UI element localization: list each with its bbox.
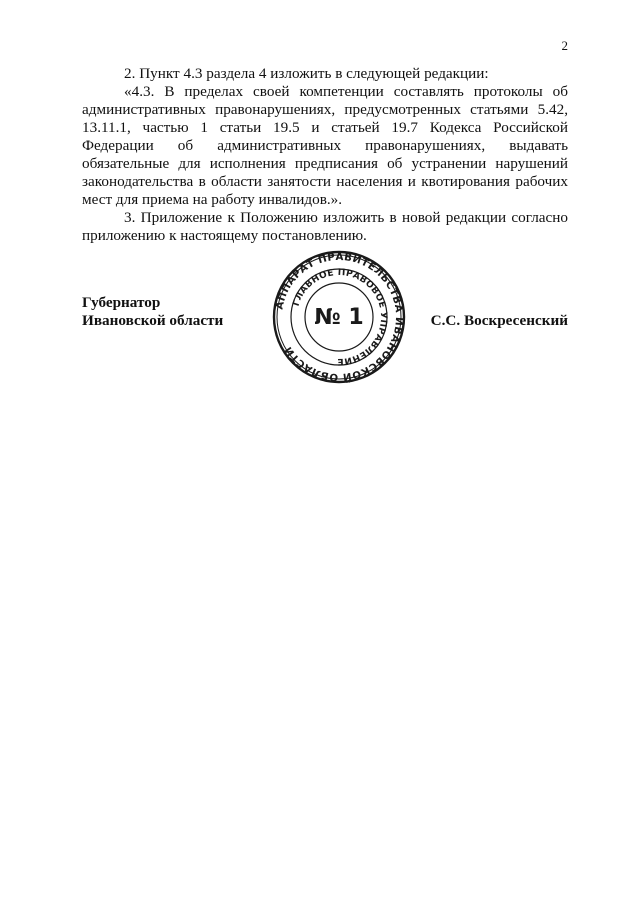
paragraph-clause-4-3: «4.3. В пределах своей компетенции составлять протоколы об административных правонарушениях, предусмотренных статьями 5.42, 13.11.1, частью 1 статьи 19.5 и статьей 19.7 Кодекса Российской Федерации об административных правонарушениях, выдавать обязательные для исполнения предписания об устранении нарушений законодательства в области занятости населения и квотирования рабочих мест для приема на работу инвалидов.».: [82, 83, 568, 208]
signatory-name: С.С. Воскресенский: [430, 312, 568, 329]
signatory-position-line2: Ивановской области: [82, 312, 224, 329]
seal-center-number: № 1: [314, 305, 364, 330]
seal-inner-text: ГЛАВНОЕ ПРАВОВОЕ УПРАВЛЕНИЕ: [291, 267, 389, 367]
official-seal: [272, 250, 406, 384]
paragraph-item-2: 2. Пункт 4.3 раздела 4 изложить в следующей редакции:: [124, 65, 489, 82]
page-number: 2: [561, 38, 568, 53]
signatory-position-line1: Губернатор: [82, 294, 161, 311]
document-body: [82, 65, 568, 245]
paragraph-item-3: 3. Приложение к Положению изложить в новой редакции согласно приложению к настоящему постановлению.: [82, 209, 568, 244]
signatory-position: [82, 294, 223, 330]
seal-outer-text: АППАРАТ ПРАВИТЕЛЬСТВА ИВАНОВСКОЙ ОБЛАСТИ: [274, 251, 405, 383]
